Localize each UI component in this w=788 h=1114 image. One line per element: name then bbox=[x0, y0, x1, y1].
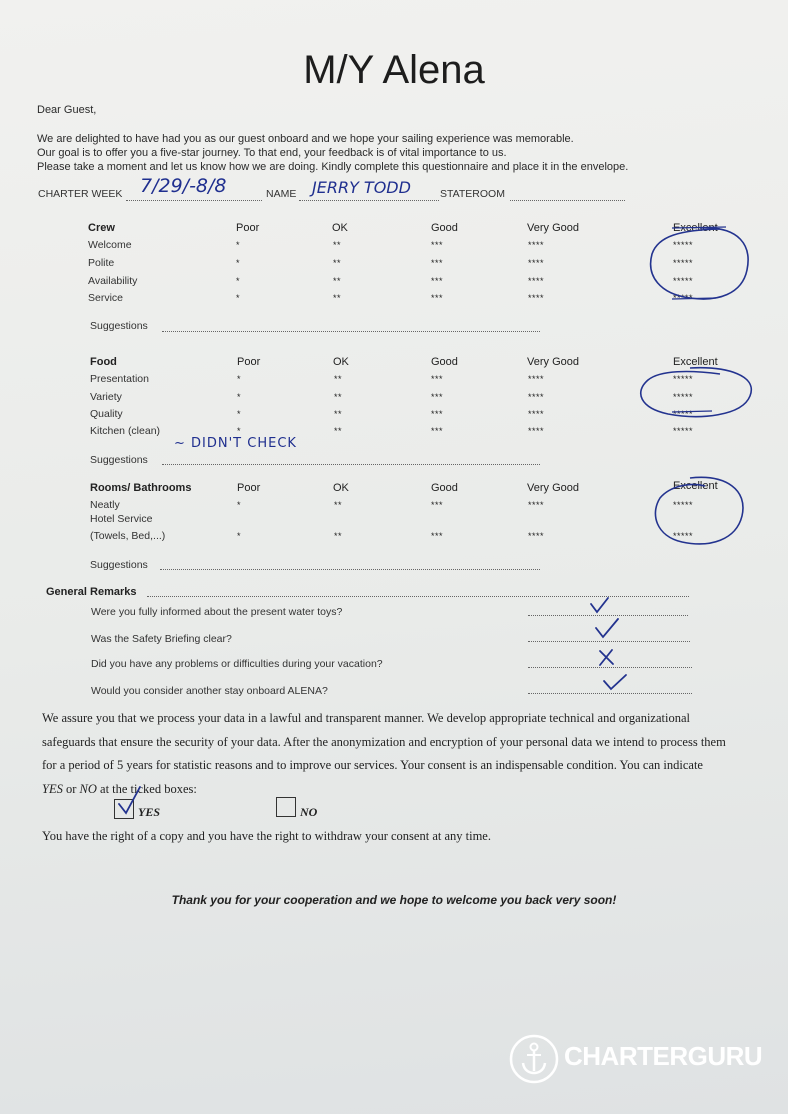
star-option[interactable]: *** bbox=[431, 409, 444, 419]
food-row-kitchen: Kitchen (clean) bbox=[90, 425, 161, 437]
star-option[interactable]: *** bbox=[431, 531, 444, 541]
or-inline: or bbox=[62, 782, 80, 796]
food-row-quality: Quality bbox=[90, 408, 123, 420]
rooms-good-header: Good bbox=[431, 482, 458, 494]
crew-good-header: Good bbox=[431, 222, 458, 234]
food-ok-header: OK bbox=[333, 356, 349, 368]
food-poor-header: Poor bbox=[237, 356, 261, 368]
star-option[interactable]: **** bbox=[528, 426, 545, 436]
star-option[interactable]: ** bbox=[334, 409, 343, 419]
star-option[interactable]: **** bbox=[528, 293, 545, 303]
check-icon bbox=[119, 787, 140, 813]
name-label: NAME bbox=[266, 188, 297, 200]
star-option[interactable]: **** bbox=[528, 258, 545, 268]
star-option[interactable]: *** bbox=[431, 258, 444, 268]
crew-title: Crew bbox=[88, 222, 115, 234]
star-option[interactable]: ***** bbox=[673, 500, 694, 510]
rooms-poor-header: Poor bbox=[237, 482, 261, 494]
star-option[interactable]: ***** bbox=[673, 240, 694, 250]
intro-line-1: We are delighted to have had you as our guest onboard and we hope your sailing experience was memorable. bbox=[37, 133, 574, 145]
privacy-line-2: safeguards that ensure the security of your data. After the anonymization and encryption of your personal data we intend to process them bbox=[42, 735, 726, 749]
rooms-title: Rooms/ Bathrooms bbox=[90, 482, 192, 494]
no-inline: NO bbox=[79, 782, 97, 796]
star-option[interactable]: ***** bbox=[673, 392, 694, 402]
star-option[interactable]: **** bbox=[528, 374, 545, 384]
rooms-row-hotel-service: Hotel Service bbox=[90, 513, 153, 525]
anchor-icon bbox=[508, 1033, 560, 1085]
star-option[interactable]: *** bbox=[431, 276, 444, 286]
name-value[interactable]: JERRY TODD bbox=[312, 178, 411, 197]
star-option[interactable]: **** bbox=[528, 500, 545, 510]
page-title: M/Y Alena bbox=[303, 48, 485, 92]
rooms-suggestions-label: Suggestions bbox=[90, 559, 148, 571]
general-remarks-title: General Remarks bbox=[46, 586, 137, 598]
food-suggestions-label: Suggestions bbox=[90, 454, 148, 466]
no-checkbox[interactable] bbox=[276, 797, 296, 817]
food-row-presentation: Presentation bbox=[90, 373, 149, 385]
crew-suggestions-label: Suggestions bbox=[90, 320, 148, 332]
kitchen-handwritten-note: ~ DIDN'T CHECK bbox=[174, 436, 297, 451]
star-option[interactable]: ** bbox=[334, 500, 343, 510]
star-option[interactable]: **** bbox=[528, 392, 545, 402]
star-option[interactable]: *** bbox=[431, 374, 444, 384]
star-option[interactable]: *** bbox=[431, 293, 444, 303]
star-option[interactable]: ** bbox=[333, 293, 342, 303]
watermark-brand: CHARTERGURU bbox=[564, 1041, 763, 1071]
question-safety-briefing: Was the Safety Briefing clear? bbox=[91, 633, 232, 645]
crew-verygood-header: Very Good bbox=[527, 222, 579, 234]
yes-label: YES bbox=[138, 805, 161, 819]
charter-week-label: CHARTER WEEK bbox=[38, 188, 123, 200]
rooms-ok-header: OK bbox=[333, 482, 349, 494]
star-option[interactable]: ** bbox=[333, 258, 342, 268]
star-option[interactable]: *** bbox=[431, 500, 444, 510]
star-option[interactable]: **** bbox=[528, 531, 545, 541]
star-option[interactable]: * bbox=[236, 258, 241, 268]
rooms-excellent-header: Excellent bbox=[673, 480, 718, 492]
crew-row-service: Service bbox=[88, 292, 124, 304]
privacy-line-3: for a period of 5 years for statistic reasons and to improve our services. Your consent is an indispensable condition. You can indicate bbox=[42, 758, 703, 772]
intro-line-3: Please take a moment and let us know how we are doing. Kindly complete this questionnaire and place it in the envelope. bbox=[37, 161, 629, 173]
star-option[interactable]: * bbox=[236, 240, 241, 250]
star-option[interactable]: ** bbox=[334, 374, 343, 384]
star-option[interactable]: ** bbox=[334, 426, 343, 436]
rooms-row-neatly: Neatly bbox=[90, 499, 120, 511]
crew-poor-header: Poor bbox=[236, 222, 260, 234]
star-option[interactable]: ***** bbox=[673, 374, 694, 384]
question-another-stay: Would you consider another stay onboard ALENA? bbox=[91, 685, 328, 697]
crew-excellent-header: Excellent bbox=[673, 222, 718, 234]
star-option[interactable]: ** bbox=[334, 392, 343, 402]
star-option[interactable]: * bbox=[237, 409, 242, 419]
crew-row-welcome: Welcome bbox=[88, 239, 132, 251]
star-option[interactable]: * bbox=[236, 276, 241, 286]
food-title: Food bbox=[90, 356, 117, 368]
star-option[interactable]: * bbox=[237, 426, 242, 436]
privacy-line-1: We assure you that we process your data in a lawful and transparent manner. We develop appropriate technical and organizational bbox=[42, 711, 690, 725]
star-option[interactable]: * bbox=[237, 500, 242, 510]
star-option[interactable]: * bbox=[237, 392, 242, 402]
food-good-header: Good bbox=[431, 356, 458, 368]
food-excellent-header: Excellent bbox=[673, 356, 718, 368]
food-row-variety: Variety bbox=[90, 391, 122, 403]
no-label: NO bbox=[300, 805, 318, 819]
copy-note: You have the right of a copy and you have the right to withdraw your consent at any time. bbox=[42, 829, 491, 843]
ticked-boxes-text: at the ticked boxes: bbox=[96, 782, 197, 796]
crew-row-polite: Polite bbox=[88, 257, 115, 269]
question-problems: Did you have any problems or difficulties during your vacation? bbox=[91, 658, 383, 670]
star-option[interactable]: *** bbox=[431, 426, 444, 436]
intro-line-2: Our goal is to offer you a five-star journey. To that end, your feedback is of vital importance to us. bbox=[37, 147, 507, 159]
greeting: Dear Guest, bbox=[37, 104, 97, 116]
star-option[interactable]: ** bbox=[333, 240, 342, 250]
star-option[interactable]: * bbox=[236, 293, 241, 303]
star-option[interactable]: **** bbox=[528, 409, 545, 419]
charter-week-value[interactable]: 7/29/-8/8 bbox=[140, 175, 227, 197]
star-option[interactable]: ** bbox=[333, 276, 342, 286]
star-option[interactable]: * bbox=[237, 374, 242, 384]
star-option[interactable]: ***** bbox=[673, 258, 694, 268]
rooms-verygood-header: Very Good bbox=[527, 482, 579, 494]
star-option[interactable]: ** bbox=[334, 531, 343, 541]
star-option[interactable]: ***** bbox=[673, 426, 694, 436]
star-option[interactable]: * bbox=[237, 531, 242, 541]
question-water-toys: Were you fully informed about the present water toys? bbox=[91, 606, 343, 618]
star-option[interactable]: ***** bbox=[673, 293, 694, 303]
thank-you-note: Thank you for your cooperation and we hope to welcome you back very soon! bbox=[171, 893, 617, 907]
crew-row-availability: Availability bbox=[88, 275, 138, 287]
stateroom-label: STATEROOM bbox=[440, 188, 505, 200]
yes-inline: YES bbox=[42, 782, 63, 796]
star-option[interactable]: **** bbox=[528, 276, 545, 286]
star-option[interactable]: **** bbox=[528, 240, 545, 250]
crew-ok-header: OK bbox=[332, 222, 348, 234]
star-option[interactable]: ***** bbox=[673, 276, 694, 286]
star-option[interactable]: ***** bbox=[673, 409, 694, 419]
food-verygood-header: Very Good bbox=[527, 356, 579, 368]
star-option[interactable]: *** bbox=[431, 240, 444, 250]
star-option[interactable]: *** bbox=[431, 392, 444, 402]
star-option[interactable]: ***** bbox=[673, 531, 694, 541]
rooms-row-towels-bed: (Towels, Bed,...) bbox=[90, 530, 166, 542]
